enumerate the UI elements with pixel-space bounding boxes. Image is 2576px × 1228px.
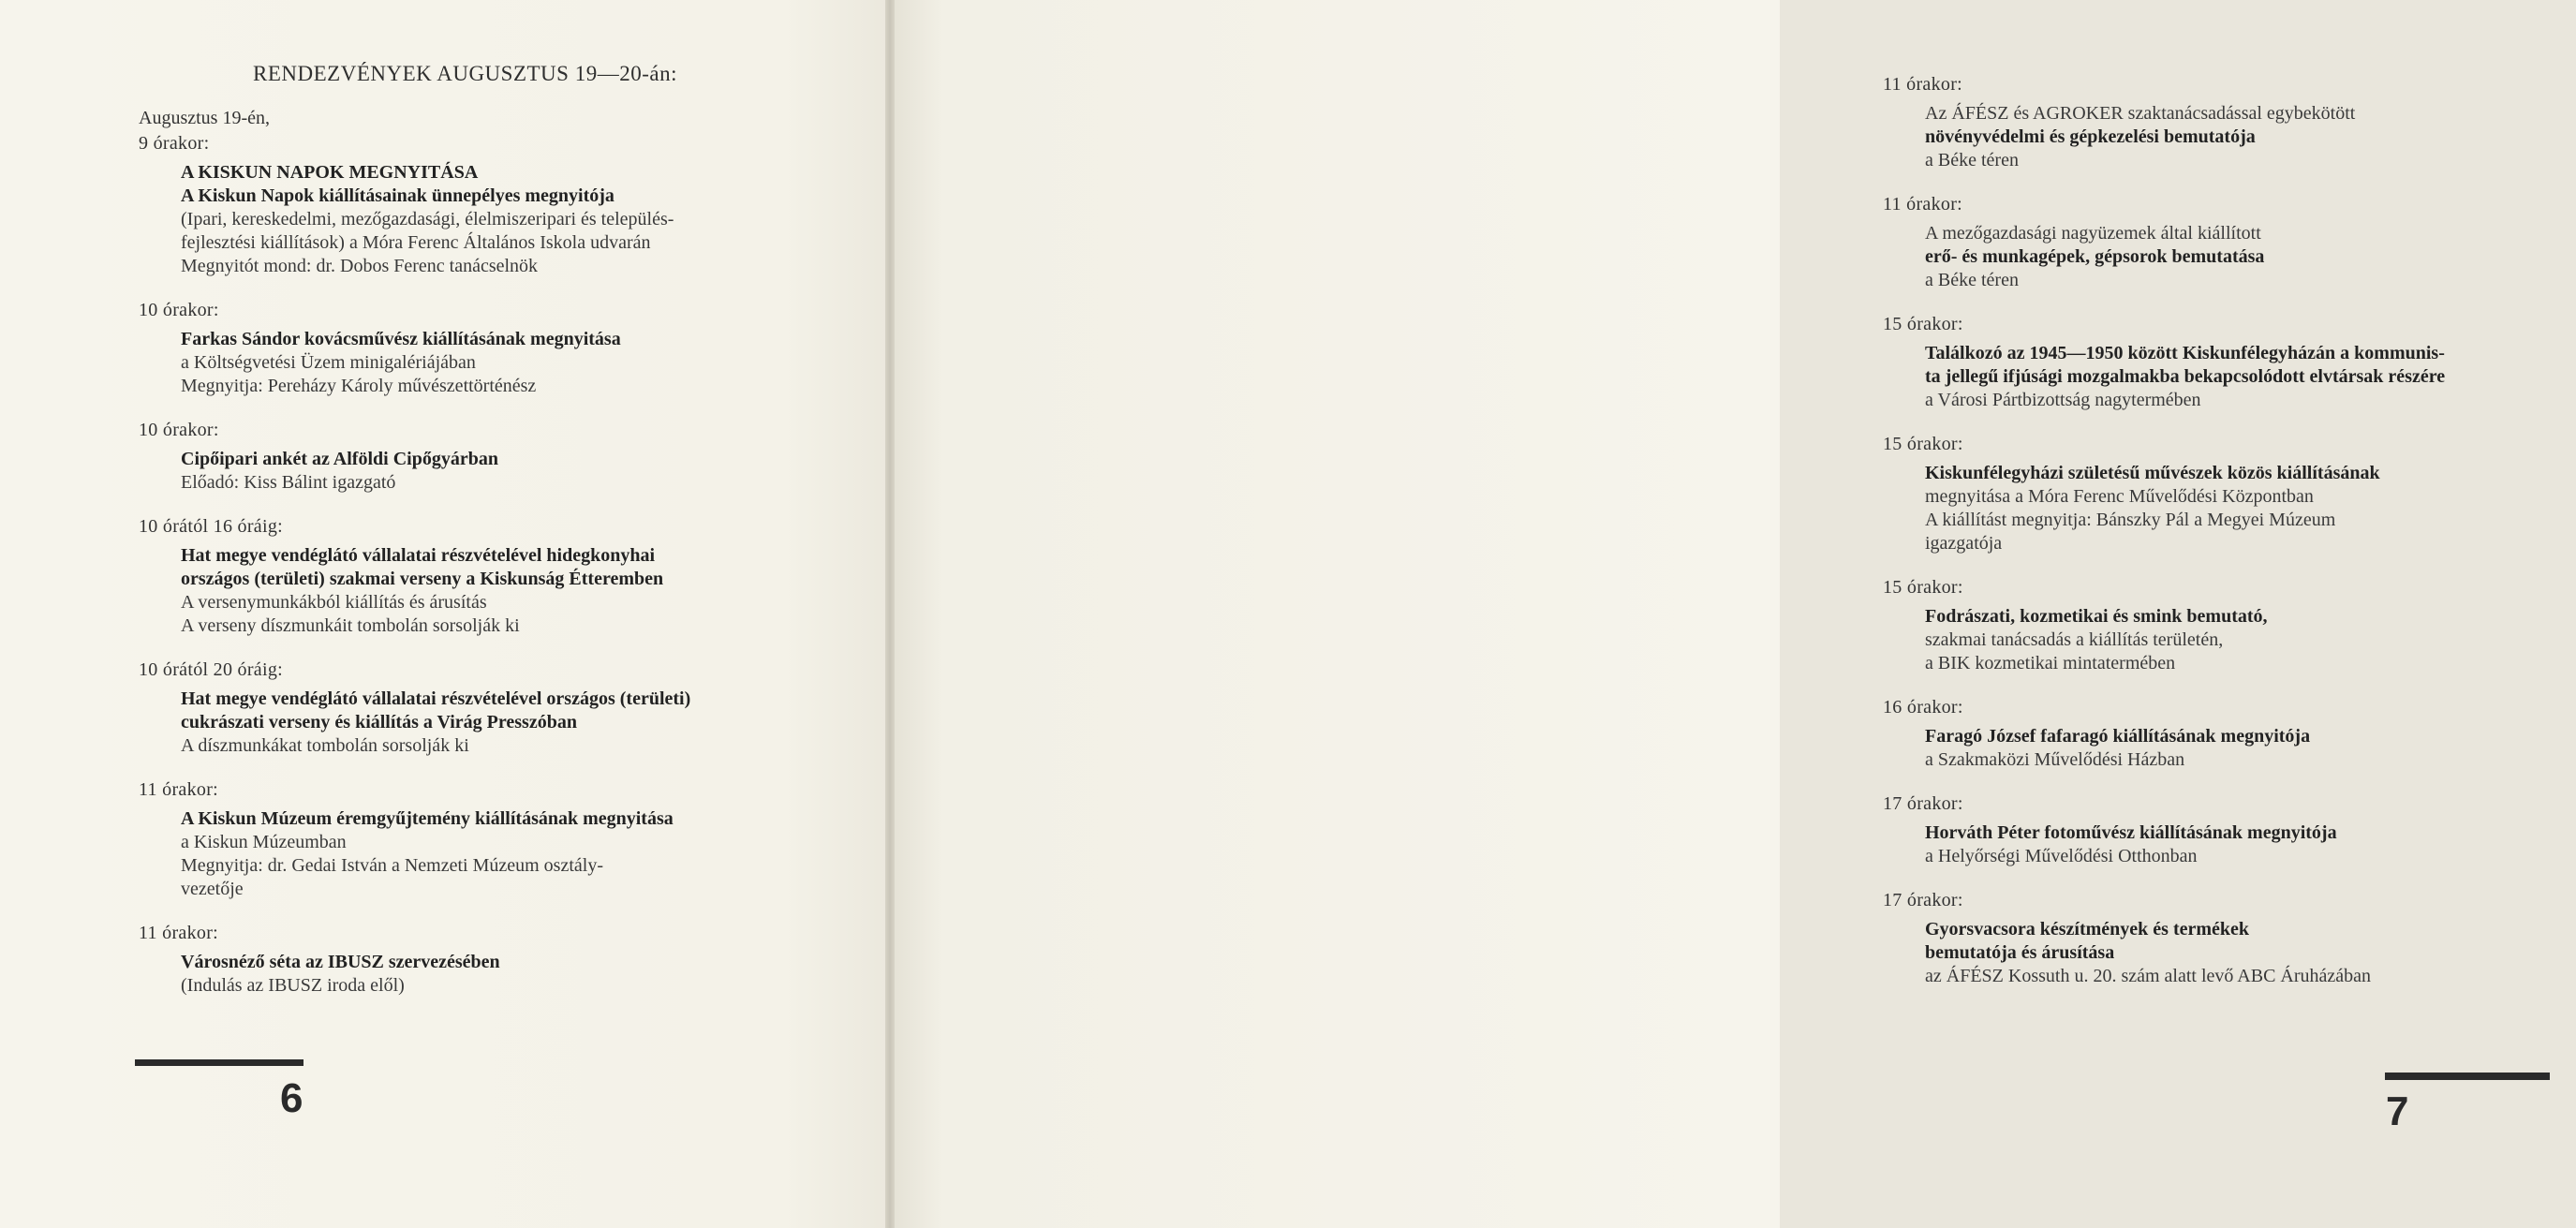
event-line: igazgatója: [1925, 533, 2003, 554]
event-line: szakmai tanácsadás a kiállítás területén,: [1925, 629, 2224, 650]
event-line: (Indulás az IBUSZ iroda elől): [181, 975, 405, 996]
event-time: 10 órától 16 óráig:: [139, 516, 284, 537]
event-line: fejlesztési kiállítások) a Móra Ferenc Általános Iskola udvarán: [181, 232, 651, 253]
event-description: [181, 328, 813, 398]
event-description: [181, 688, 813, 758]
event-line: Megnyitót mond: dr. Dobos Ferenc tanácselnök: [181, 256, 539, 276]
event-description: [1925, 821, 2576, 868]
event-entry: [1883, 73, 2576, 172]
event-line: Faragó József fafaragó kiállításának megnyitója: [1925, 726, 2311, 747]
event-line: Kiskunfélegyházi születésű művészek közös kiállításának: [1925, 463, 2380, 483]
event-line: A kiállítást megnyitja: Bánszky Pál a Megyei Múzeum: [1925, 510, 2336, 530]
event-description: [1925, 605, 2576, 675]
event-entry: [139, 515, 813, 638]
event-description: [181, 807, 813, 901]
event-line: ta jellegű ifjúsági mozgalmakba bekapcsolódott elvtársak részére: [1925, 366, 2446, 387]
event-line: Találkozó az 1945—1950 között Kiskunfélegyházán a kommunis-: [1925, 343, 2445, 363]
event-line: Hat megye vendéglátó vállalatai részvételével országos (területi): [181, 688, 691, 709]
event-time: 11 órakor:: [1883, 194, 1963, 215]
event-entry: [1883, 696, 2576, 772]
event-line: Gyorsvacsora készítmények és termékek: [1925, 919, 2250, 939]
event-line: A mezőgazdasági nagyüzemek által kiállított: [1925, 223, 2261, 244]
event-line: Városnéző séta az IBUSZ szervezésében: [181, 952, 500, 972]
event-line: (Ipari, kereskedelmi, mezőgazdasági, élelmiszeripari és település-: [181, 209, 674, 229]
page-number: 7: [2386, 1088, 2409, 1134]
event-line: bemutatója és árusítása: [1925, 942, 2115, 963]
event-line: országos (területi) szakmai verseny a Kiskunság Étteremben: [181, 569, 664, 589]
event-line: megnyitása a Móra Ferenc Művelődési Központban: [1925, 486, 2314, 507]
event-entry: [1883, 792, 2576, 868]
event-line: Hat megye vendéglátó vállalatai részvételével hidegkonyhai: [181, 545, 656, 566]
event-line: Fodrászati, kozmetikai és smink bemutató,: [1925, 606, 2268, 627]
event-line: Az ÁFÉSZ és AGROKER szaktanácsadással egybekötött: [1925, 103, 2356, 124]
event-line: A díszmunkákat tombolán sorsolják ki: [181, 735, 469, 756]
event-time: 15 órakor:: [1883, 434, 1963, 454]
event-time: 16 órakor:: [1883, 697, 1963, 718]
event-line: a Költségvetési Üzem minigalériájában: [181, 352, 476, 373]
event-entry: [1883, 193, 2576, 292]
event-time: 11 órakor:: [139, 779, 219, 800]
page-number: 6: [280, 1075, 303, 1121]
event-time: 10 órától 20 óráig:: [139, 659, 284, 680]
event-line: az ÁFÉSZ Kossuth u. 20. szám alatt levő ABC Áruházában: [1925, 966, 2372, 986]
event-line: Horváth Péter fotoművész kiállításának megnyitója: [1925, 822, 2337, 843]
event-time: 11 órakor:: [1883, 74, 1963, 95]
event-time: 9 órakor:: [139, 133, 210, 154]
event-description: [1925, 918, 2576, 988]
event-description: [181, 544, 813, 638]
event-entry: [139, 132, 813, 278]
event-description: [1925, 342, 2576, 412]
event-time: 10 órakor:: [139, 420, 219, 440]
event-line: erő- és munkagépek, gépsorok bemutatása: [1925, 246, 2265, 267]
event-entry: [1883, 433, 2576, 555]
event-line: a Városi Pártbizottság nagytermében: [1925, 390, 2201, 410]
left-event-list: [139, 107, 813, 1018]
event-description: [1925, 462, 2576, 555]
event-time: 15 órakor:: [1883, 314, 1963, 334]
event-description: [181, 448, 813, 495]
event-line: A Kiskun Múzeum éremgyűjtemény kiállításának megnyitása: [181, 808, 674, 829]
event-line: A Kiskun Napok kiállításainak ünnepélyes megnyitója: [181, 185, 614, 206]
event-line: Cipőipari ankét az Alföldi Cipőgyárban: [181, 449, 498, 469]
event-line: vezetője: [181, 879, 244, 899]
page-heading: RENDEZVÉNYEK AUGUSZTUS 19—20-án:: [253, 62, 677, 85]
event-description: [181, 951, 813, 998]
event-line: a Béke téren: [1925, 270, 2019, 290]
event-line: Farkas Sándor kovácsművész kiállításának megnyitása: [181, 329, 621, 349]
event-time: 15 órakor:: [1883, 577, 1963, 598]
event-line: a Kiskun Múzeumban: [181, 832, 347, 852]
event-line: A versenymunkákból kiállítás és árusítás: [181, 592, 487, 613]
event-line: cukrászati verseny és kiállítás a Virág Presszóban: [181, 712, 577, 732]
event-line: a Helyőrségi Művelődési Otthonban: [1925, 846, 2198, 866]
event-line: A KISKUN NAPOK MEGNYITÁSA: [181, 162, 479, 183]
event-line: Megnyitja: dr. Gedai István a Nemzeti Múzeum osztály-: [181, 855, 603, 876]
left-page: [0, 0, 890, 1228]
event-entry: [139, 922, 813, 998]
right-event-list: [1883, 73, 2576, 1009]
event-entry: [1883, 576, 2576, 675]
event-entry: [139, 658, 813, 758]
page-number-rule: [2385, 1073, 2550, 1080]
event-description: [1925, 102, 2576, 172]
event-time: 10 órakor:: [139, 300, 219, 320]
right-page: [890, 0, 2446, 1228]
event-entry: [139, 419, 813, 495]
event-entry: [139, 778, 813, 901]
event-entry: [1883, 313, 2576, 412]
page-number-rule: [135, 1059, 303, 1066]
event-line: növényvédelmi és gépkezelési bemutatója: [1925, 126, 2256, 147]
event-line: a BIK kozmetikai mintatermében: [1925, 653, 2176, 673]
event-time: 17 órakor:: [1883, 793, 1963, 814]
event-description: [1925, 222, 2576, 292]
event-entry: [1883, 889, 2576, 988]
event-line: a Szakmaközi Művelődési Házban: [1925, 749, 2185, 770]
event-time: 11 órakor:: [139, 923, 219, 943]
event-line: A verseny díszmunkáit tombolán sorsolják ki: [181, 615, 520, 636]
event-line: Megnyitja: Pereházy Károly művészettörténész: [181, 376, 537, 396]
event-line: Előadó: Kiss Bálint igazgató: [181, 472, 396, 493]
book-gutter: [885, 0, 895, 1228]
event-description: [1925, 725, 2576, 772]
event-entry: [139, 299, 813, 398]
date-line: Augusztus 19-én,: [139, 108, 270, 128]
event-line: a Béke téren: [1925, 150, 2019, 170]
event-time: 17 órakor:: [1883, 890, 1963, 910]
event-description: [181, 161, 813, 278]
